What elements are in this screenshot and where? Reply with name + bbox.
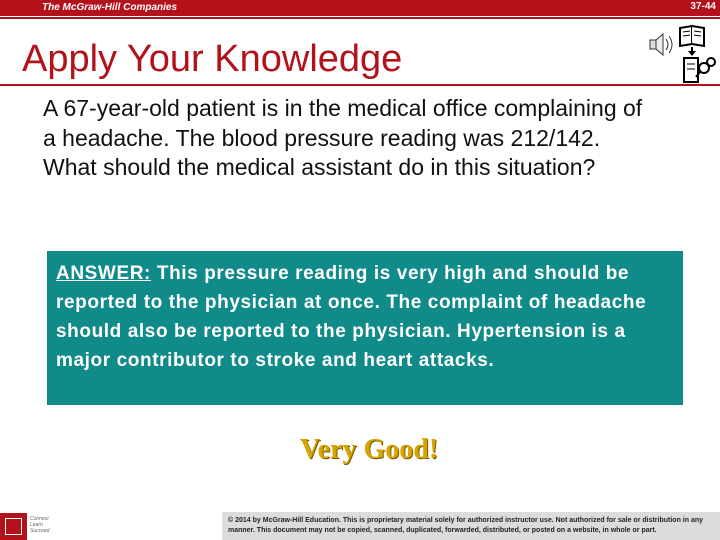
top-banner <box>0 0 720 16</box>
logo-tagline: Connect Learn Succeed <box>30 516 50 534</box>
book-icon[interactable] <box>680 26 704 56</box>
brand-label: The McGraw-Hill Companies <box>42 2 178 13</box>
speaker-icon[interactable] <box>650 34 672 55</box>
slide-number: 37-44 <box>690 1 716 12</box>
feedback-text: Very Good! <box>300 434 439 465</box>
title-underline <box>0 84 720 86</box>
mcgraw-hill-logo <box>0 513 27 540</box>
logo-mark <box>5 518 22 535</box>
answer-text <box>56 259 677 375</box>
question-text: A 67-year-old patient is in the medical office complaining of a headache. The blood pressure reading was 212/142. What should the medical assistant do in this situation? <box>43 95 643 180</box>
answer-box <box>47 251 683 405</box>
glossary-icon[interactable] <box>684 58 715 82</box>
answer-label: ANSWER: <box>56 263 151 284</box>
answer-body: This pressure reading is very high and should be reported to the physician at once. The complaint of headache should also be reported to the physician. Hypertension is a major contributor to stroke and heart attacks. <box>56 263 647 371</box>
banner-divider <box>0 17 720 19</box>
toolbar-icons <box>648 22 718 86</box>
copyright-text: © 2014 by McGraw-Hill Education. This is proprietary material solely for authorized instructor use. Not authorized for sale or distribution in any manner. This document may not be copied, scanned, duplicated, forwarded, distributed, or posted on a website, in whole or part. <box>228 517 704 534</box>
slide-title: Apply Your Knowledge <box>22 38 403 80</box>
